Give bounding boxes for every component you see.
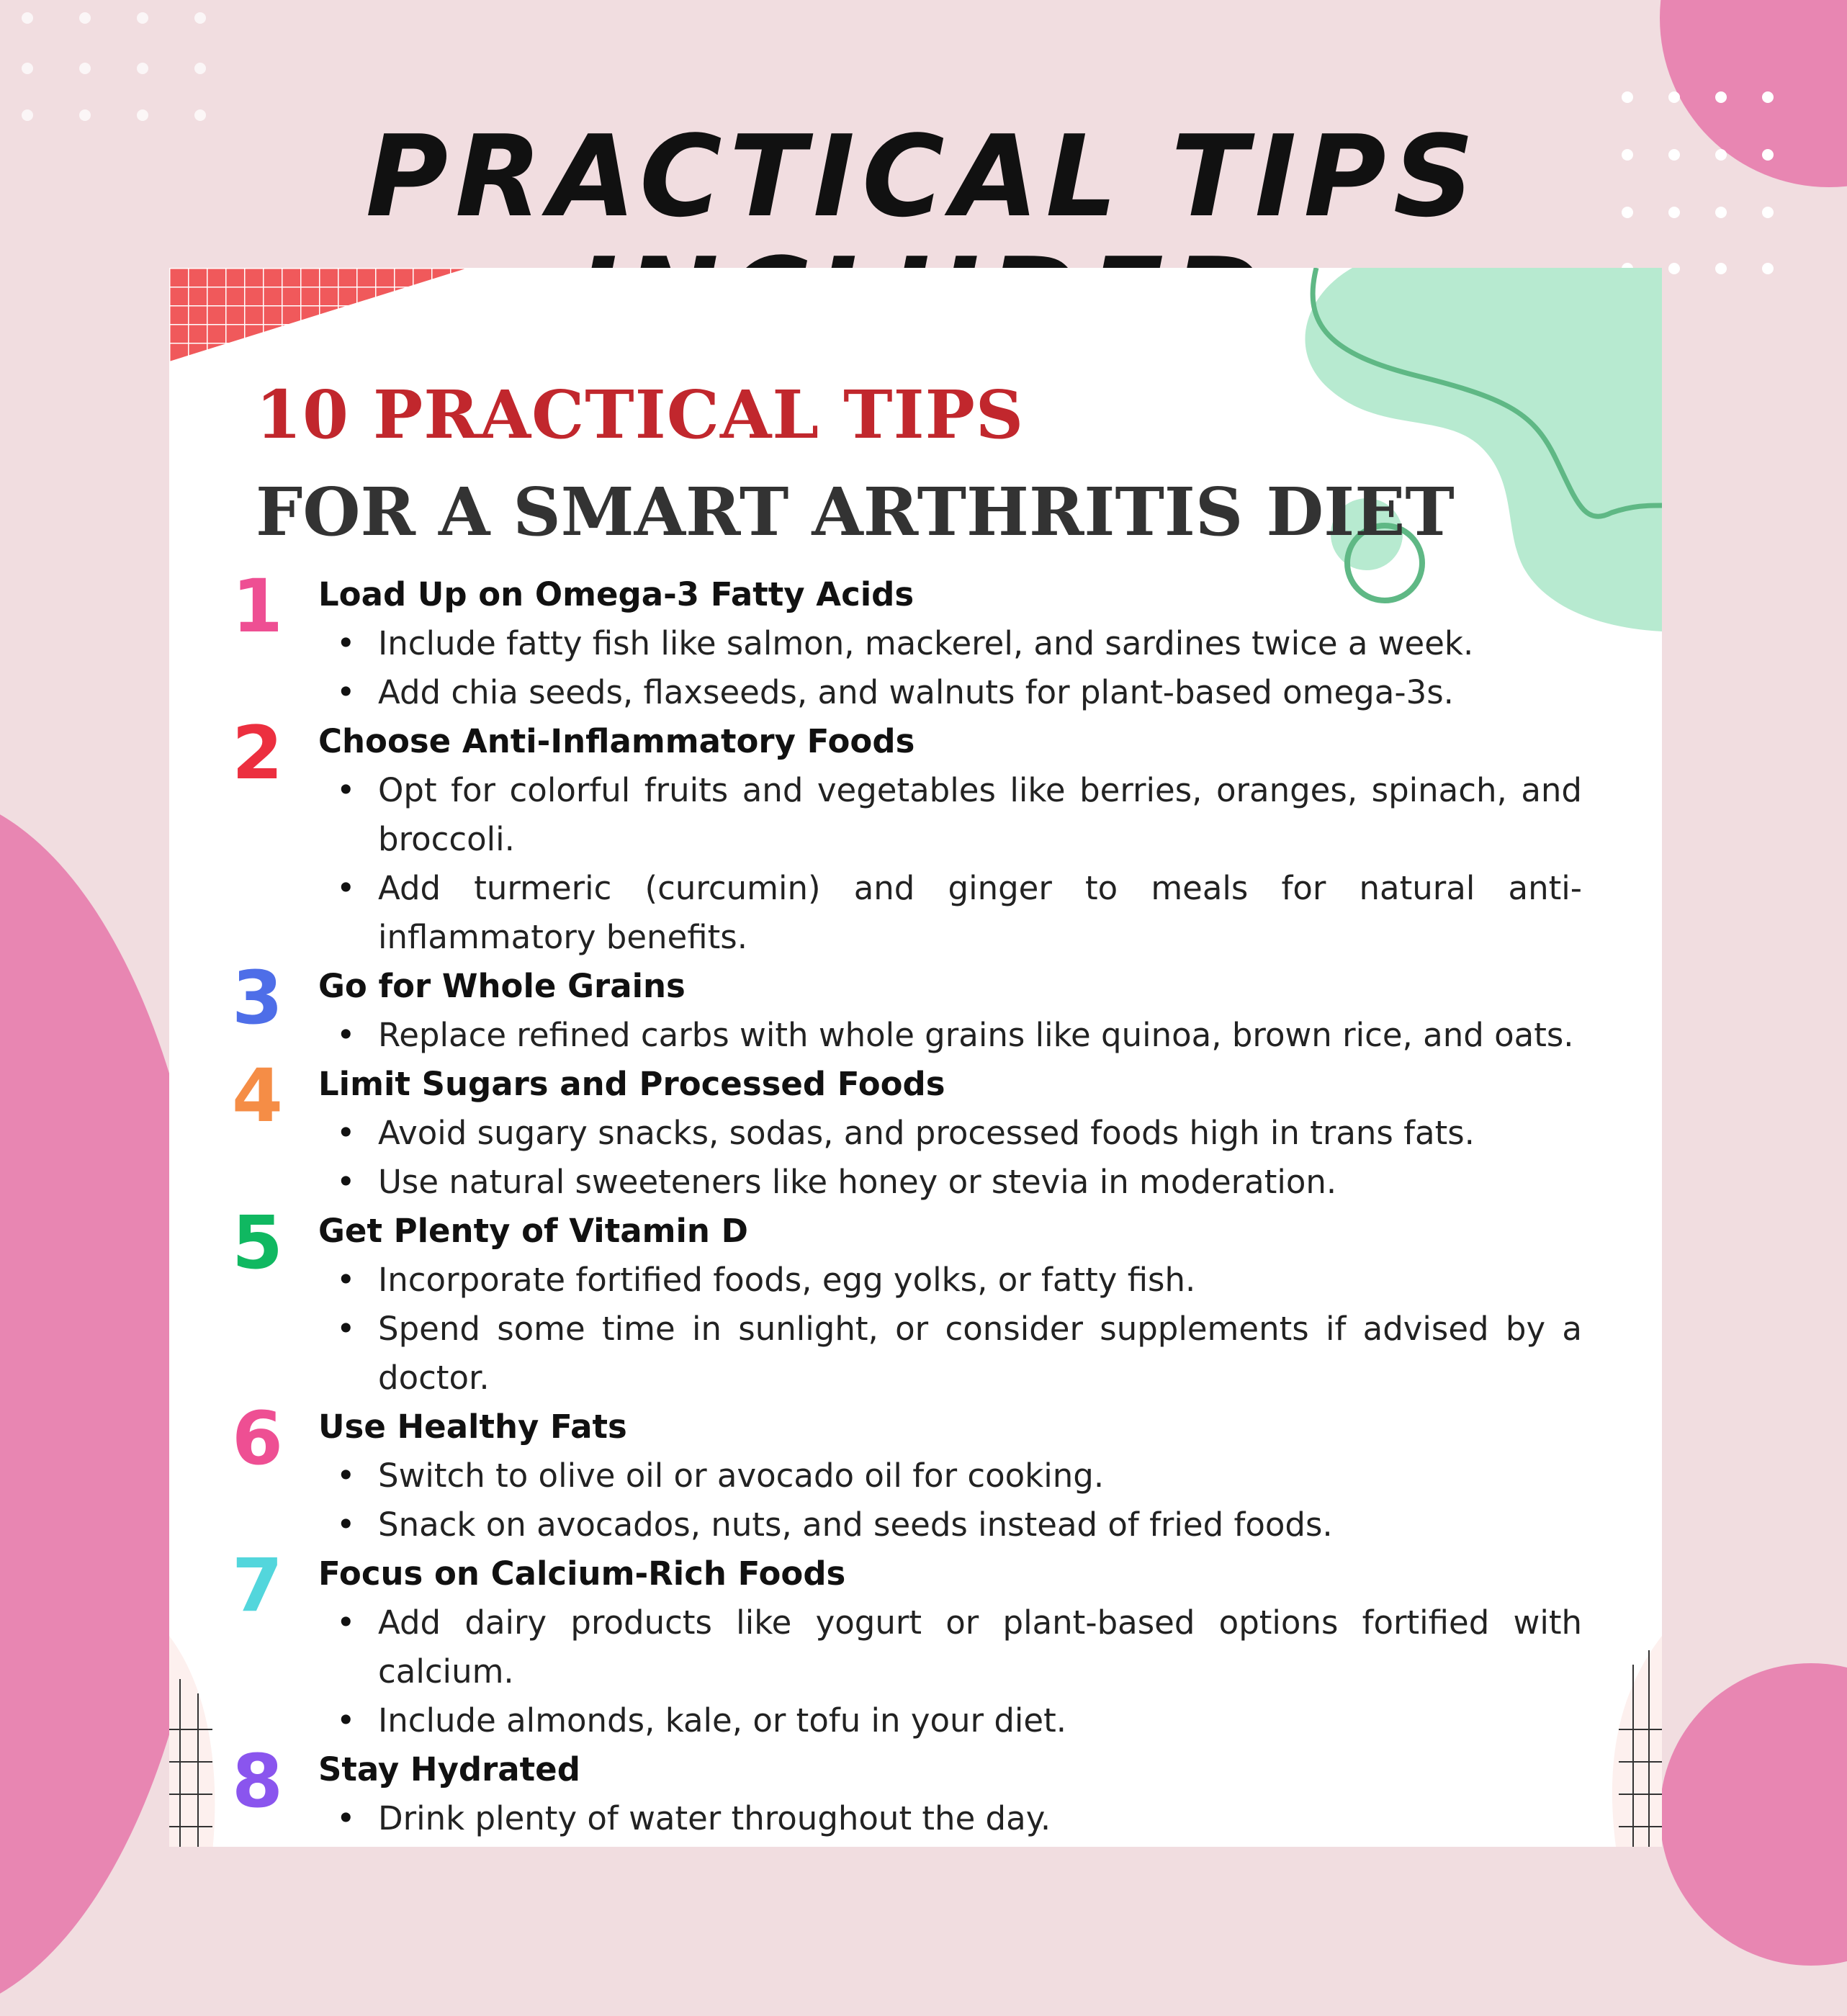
tip-number: 5 [232,1200,283,1286]
bullet-dot-icon: • [336,1603,356,1642]
bullet-dot-icon: • [336,771,356,809]
tip-bullet [336,1011,1582,1060]
bullet-dot-icon: • [336,1016,356,1054]
page-headline: PRACTICAL TIPS [365,111,1482,242]
tip-bullet-list [230,766,1582,962]
tip-bullet [336,668,1582,717]
tip-item [230,1396,1599,1549]
tip-title: Get Plenty of Vitamin D [318,1212,748,1250]
tip-bullet-text: Avoid sugary snacks, sodas, and processed foods high in trans fats. [378,1114,1475,1152]
tip-bullet-text: Replace refined carbs with whole grains like quinoa, brown rice, and oats. [378,1016,1574,1054]
tip-title: Stay Hydrated [318,1750,580,1788]
tip-bullet [336,1598,1582,1696]
tip-bullet [336,1305,1582,1403]
tip-bullet-list [230,1256,1582,1403]
tip-number: 3 [232,955,283,1041]
tip-item [230,564,1599,717]
tip-bullet-list [230,1452,1582,1549]
tip-title: Go for Whole Grains [318,967,686,1005]
tip-bullet [336,1794,1582,1843]
dot-pattern-top-left [14,7,216,130]
tip-title: Focus on Calcium-Rich Foods [318,1554,846,1593]
tip-title: Limit Sugars and Processed Foods [318,1065,945,1103]
tip-bullet [336,1158,1582,1207]
bullet-dot-icon: • [336,1506,356,1544]
bullet-dot-icon: • [336,673,356,711]
tip-number: 4 [232,1053,283,1139]
tip-item [230,711,1599,962]
tip-title: Use Healthy Fats [318,1408,627,1446]
tip-bullet-list [230,619,1582,717]
tip-bullet-text: Spend some time in sunlight, or consider supplements if advised by a doctor. [378,1310,1582,1397]
tip-bullet [336,1452,1582,1500]
tip-number: 7 [232,1543,283,1629]
bullet-dot-icon: • [336,1163,356,1201]
tip-item [230,1053,1599,1207]
bullet-dot-icon: • [336,1261,356,1299]
tip-title: Choose Anti-Inflammatory Foods [318,722,915,760]
tip-bullet-text: Include fatty fish like salmon, mackerel, and sardines twice a week. [378,624,1474,662]
tip-bullet-list [230,1011,1582,1060]
tip-bullet-text: Incorporate fortified foods, egg yolks, or fatty fish. [378,1261,1196,1299]
card-title: 10 PRACTICAL TIPS [256,376,1025,454]
tip-bullet-text: Snack on avocados, nuts, and seeds instead of fried foods. [378,1506,1333,1544]
tip-bullet-text: Include almonds, kale, or tofu in your diet. [378,1701,1067,1740]
bullet-dot-icon: • [336,1701,356,1740]
tip-bullet [336,1109,1582,1158]
tip-title: Load Up on Omega-3 Fatty Acids [318,575,914,613]
card-subtitle: FOR A SMART ARTHRITIS DIET [256,473,1455,551]
tip-bullet [336,1696,1582,1745]
tip-number: 1 [232,564,283,649]
tip-number: 2 [232,711,283,796]
tip-number: 8 [232,1739,283,1824]
tip-bullet-text: Add turmeric (curcumin) and ginger to meals for natural anti-inflammatory benefits. [378,869,1582,956]
grid-decoration-bottom-right [1604,1636,1662,1847]
bullet-dot-icon: • [336,1310,356,1348]
tip-number: 6 [232,1396,283,1482]
bullet-dot-icon: • [336,1799,356,1837]
bullet-dot-icon: • [336,1457,356,1495]
tips-list [230,564,1599,1843]
tip-bullet-list [230,1794,1582,1843]
tip-bullet-text: Drink plenty of water throughout the day. [378,1799,1051,1837]
tip-item [230,1543,1599,1745]
tip-bullet-list [230,1598,1582,1745]
tip-item [230,1200,1599,1403]
tip-bullet-text: Add chia seeds, flaxseeds, and walnuts for plant-based omega-3s. [378,673,1454,711]
bullet-dot-icon: • [336,869,356,907]
tip-item [230,1739,1599,1843]
tip-bullet [336,864,1582,962]
tip-bullet-text: Add dairy products like yogurt or plant-based options fortified with calcium. [378,1603,1582,1691]
tip-bullet [336,1256,1582,1305]
tip-bullet-text: Use natural sweeteners like honey or stevia in moderation. [378,1163,1337,1201]
tip-bullet-text: Switch to olive oil or avocado oil for cooking. [378,1457,1105,1495]
tip-bullet [336,1500,1582,1549]
tip-bullet [336,619,1582,668]
tip-item [230,955,1599,1060]
tips-card [169,268,1662,1847]
grid-decoration-bottom-left [169,1636,227,1847]
tip-bullet-list [230,1109,1582,1207]
tip-bullet-text: Opt for colorful fruits and vegetables like berries, oranges, spinach, and broccoli. [378,771,1582,858]
red-grid-corner-decoration [169,268,479,369]
bullet-dot-icon: • [336,624,356,662]
bullet-dot-icon: • [336,1114,356,1152]
tip-bullet [336,766,1582,864]
pink-blob-bottom-right [1660,1663,1847,1966]
